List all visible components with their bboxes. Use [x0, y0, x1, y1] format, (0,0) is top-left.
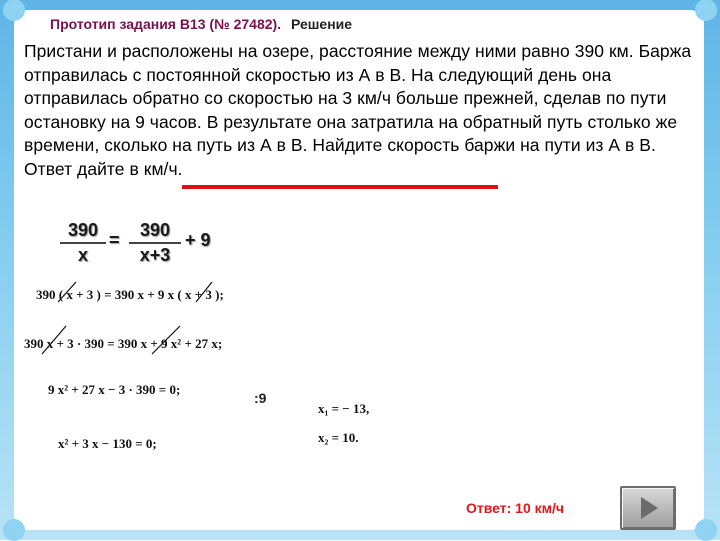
plus-nine-term: + 9	[185, 230, 211, 250]
fraction-left-denominator: x	[77, 245, 88, 265]
slide-subtitle: Решение	[290, 16, 353, 32]
step-3: 9 x² + 27 x − 3 · 390 = 0;	[48, 382, 181, 397]
slide-title: Прототип задания B13 (№ 27482).	[50, 16, 282, 32]
strike-390x-line2-right	[152, 326, 180, 354]
fraction-left-numerator: 390	[67, 220, 99, 240]
divide-by-nine-note: :9	[254, 390, 267, 406]
play-triangle-icon	[641, 497, 658, 519]
fraction-right-denominator: x+3	[139, 245, 171, 265]
next-slide-button[interactable]	[620, 486, 676, 530]
answer-text: Ответ: 10 км/ч	[466, 500, 565, 516]
strike-390-line1	[58, 282, 76, 302]
strike-x-line1	[196, 282, 212, 302]
problem-statement: Пристани и расположены на озере, расстояние между ними равно 390 км. Баржа отправилась с постоянной скоростью из А в В. На следующий день она отправилась обратно со скоростью на 3 км/ч больше прежней, сделав по пути остановку на 9 часов. В результате она затратила на обратный путь столько же времени, сколько на путь из А в В. Найдите скорость баржи на пути из А в В. Ответ дайте в км/ч.	[24, 41, 692, 179]
root-1: x₁ = − 13,	[318, 401, 370, 416]
equals-sign: =	[109, 230, 120, 250]
step-4: x² + 3 x − 130 = 0;	[58, 436, 157, 451]
step-1: 390 ( x + 3 ) = 390 x + 9 x ( x + 3 );	[36, 287, 224, 302]
strike-390x-line2-left	[42, 326, 66, 354]
fraction-right-numerator: 390	[139, 220, 171, 240]
step-2: 390 x + 3 · 390 = 390 x + 9 x² + 27 x;	[24, 336, 223, 351]
root-2: x₂ = 10.	[318, 430, 359, 445]
